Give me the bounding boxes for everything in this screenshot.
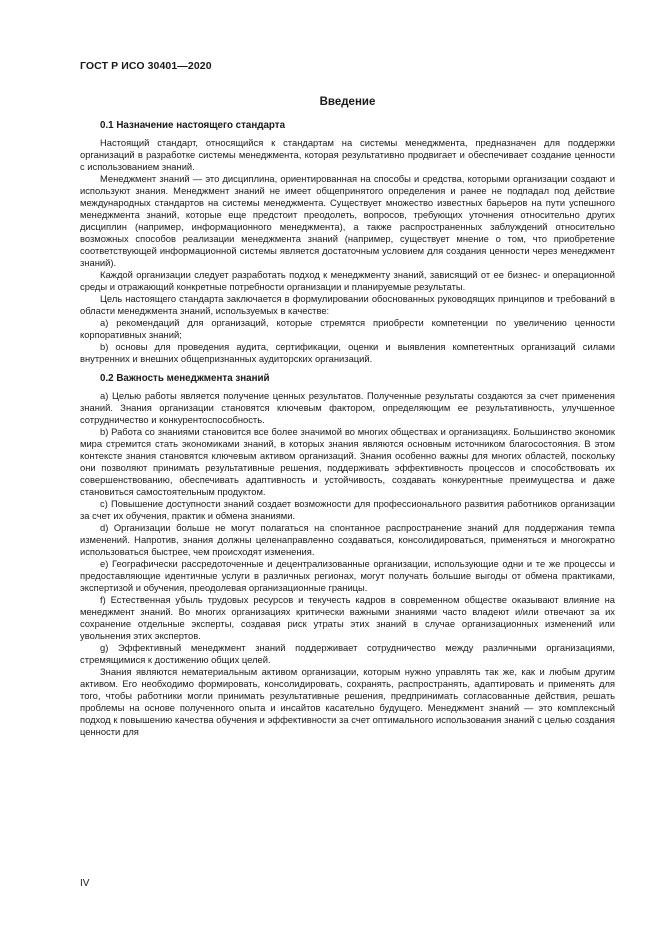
list-item: d) Организации больше не могут полагаться на спонтанное распространение знаний для поддержания темпа изменений. Напротив, знания должны целенаправленно создаваться, консолидироваться, применяться и многократно использоваться быстрее, чем происходят изменения. [80, 522, 615, 557]
list-item: a) рекомендаций для организаций, которые стремятся приобрести компетенции по увеличению ценности корпоративных знаний; [80, 317, 615, 340]
list-item: g) Эффективный менеджмент знаний поддерживает сотрудничество между различными организациями, стремящимися к достижению общих целей. [80, 642, 615, 665]
page-number: IV [80, 878, 90, 889]
paragraph: Настоящий стандарт, относящийся к стандартам на системы менеджмента, предназначен для поддержки организаций в разработке системы менеджмента, которая результативно продвигает и обеспечивает создание ценности с использованием знаний. [80, 137, 615, 172]
section-heading: 0.2 Важность менеджмента знаний [100, 373, 270, 384]
paragraph: Менеджмент знаний — это дисциплина, ориентированная на способы и средства, которыми организации создают и используют знания. Менеджмент знаний не имеет общепринятого определения и ранее не подпадал под действие международных стандартов на системы менеджмента. Существует множество известных барьеров на пути успешного менеджмента знаний, которые еще предстоит преодолеть, вопросов, требующих уточнения относительно других дисциплин (например, информационного менеджмента), а также распространенных заблуждений относительно возможных способов реализации менеджмента знаний (например, существует мнение о том, что приобретение соответствующей информационной системы является достаточным условием для создания ценности через менеджмент знаний). [80, 173, 615, 268]
list-item: c) Повышение доступности знаний создает возможности для профессионального развития работников организации за счет их обучения, практик и обмена знаниями. [80, 498, 615, 521]
paragraph: Каждой организации следует разработать подход к менеджменту знаний, зависящий от ее бизнес- и операционной среды и отражающий конкретные потребности организации и планируемые результаты. [80, 269, 615, 292]
list-item: b) основы для проведения аудита, сертификации, оценки и выявления компетентных организаций силами внутренних и внешних общепризнанных аудиторских организаций. [80, 341, 615, 364]
list-item: a) Целью работы является получение ценных результатов. Полученные результаты создаются за счет применения знаний. Знания организации становятся ключевым фактором, определяющим ее результативность, улучшенное сотрудничество и конкурентоспособность. [80, 390, 615, 425]
paragraph: Знания являются нематериальным активом организации, которым нужно управлять так же, как и любым другим активом. Его необходимо формировать, консолидировать, сохранять, распространять, адаптировать и применять для того, чтобы работники могли принимать результативные решения, предпринимать согласованные действия, решать проблемы на основе полученного опыта и инсайтов касательно будущего. Менеджмент знаний — это комплексный подход к повышению качества обучения и эффективности за счет оптимального использования знаний с целью создания ценности для [80, 666, 615, 737]
list-item: b) Работа со знаниями становится все более значимой во многих обществах и организациях. Большинство экономик мира стремится стать экономиками знаний, в которых знания являются основным источником благосостояния. В этом контексте знания становятся ключевым активом организаций. Знания особенно важны для многих областей, поскольку они позволяют принимать результативные решения, поддерживать эффективность процессов и способствовать их совершенствованию, обеспечивать адаптивность и устойчивость, создавать конкурентные преимущества и даже становиться самостоятельным продуктом. [80, 426, 615, 497]
section-heading: 0.1 Назначение настоящего стандарта [100, 120, 286, 131]
list-item: f) Естественная убыль трудовых ресурсов и текучесть кадров в современном обществе оказывают влияние на менеджмент знаний. Во многих организациях критически важными знаниями часто владеют и/или отвечают за их сохранение отдельные эксперты, создавая риск утраты этих знаний в случае организационных изменений или увольнения этих экспертов. [80, 594, 615, 641]
page-title: Введение [319, 96, 376, 108]
page-content [80, 96, 615, 738]
paragraph: Цель настоящего стандарта заключается в формулировании обоснованных руководящих принципов и требований в области менеджмента знаний, используемых в качестве: [80, 293, 615, 316]
list-item: e) Географически рассредоточенные и децентрализованные организации, использующие одни и те же процессы и предоставляющие идентичные услуги в различных регионах, могут получать большие выгоды от обмена практиками, экспертизой и обучения, преодолевая организационные границы. [80, 558, 615, 593]
document-code-header: ГОСТ Р ИСО 30401—2020 [80, 60, 212, 72]
